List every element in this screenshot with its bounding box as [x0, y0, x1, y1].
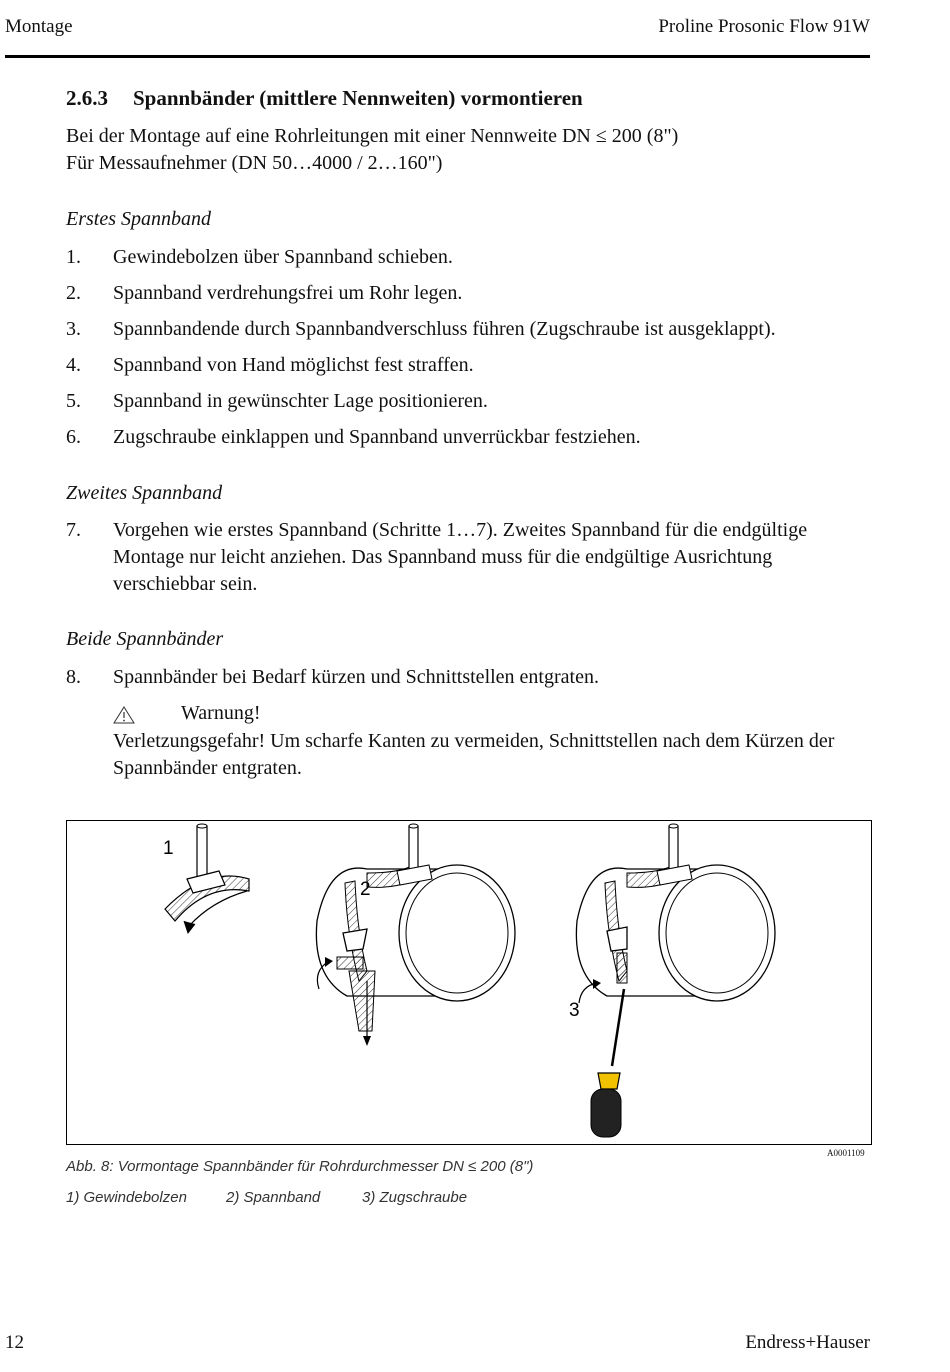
- figure-id: A0001109: [827, 1148, 865, 1158]
- header-product: Proline Prosonic Flow 91W: [658, 16, 870, 37]
- clamp-mounting-illustration: [67, 821, 873, 1146]
- step-number: 4.: [66, 354, 81, 376]
- step-number: 3.: [66, 318, 81, 340]
- step-text: Vorgehen wie erstes Spannband (Schritte 1…7). Zweites Spannband für die endgültige Montage nur leicht anziehen. Das Spannband muss für die endgültige Ausrichtung verschiebbar sein.: [113, 519, 808, 595]
- section-title: Spannbänder (mittlere Nennweiten) vormontieren: [133, 86, 583, 110]
- legend-item-bolt: 1) Gewindebolzen: [66, 1189, 187, 1206]
- step-number: 5.: [66, 390, 81, 412]
- intro-line-1: Bei der Montage auf eine Rohrleitungen mit einer Nennweite DN ≤ 200 (8"): [66, 125, 679, 147]
- step-text: Zugschraube einklappen und Spannband unverrückbar festziehen.: [113, 426, 641, 448]
- section-heading: [66, 86, 583, 111]
- legend-item-band: 2) Spannband: [226, 1189, 321, 1206]
- figure-label-2: 2: [360, 879, 371, 900]
- footer-brand: Endress+Hauser: [745, 1332, 870, 1353]
- page-number: 12: [5, 1332, 24, 1353]
- step-text: Spannband in gewünschter Lage positionieren.: [113, 390, 488, 412]
- step-number: 2.: [66, 282, 81, 304]
- step-number: 8.: [66, 666, 81, 688]
- warning-title: Warnung!: [181, 702, 261, 724]
- step-number: 7.: [66, 519, 81, 541]
- warning-triangle-icon: [113, 706, 135, 724]
- section-number: 2.6.3: [66, 86, 108, 110]
- step-text: Gewindebolzen über Spannband schieben.: [113, 246, 453, 268]
- step-number: 1.: [66, 246, 81, 268]
- legend-item-screw: 3) Zugschraube: [362, 1189, 468, 1206]
- figure-label-1: 1: [163, 838, 174, 859]
- header-rule: [5, 55, 870, 58]
- panel-1-bolt: [163, 824, 249, 933]
- panel-3-screwdriver: [569, 824, 775, 1137]
- subheading-first-band: Erstes Spannband: [66, 208, 211, 230]
- step-text: Spannband verdrehungsfrei um Rohr legen.: [113, 282, 463, 304]
- figure-caption: Abb. 8: Vormontage Spannbänder für Rohrdurchmesser DN ≤ 200 (8"): [66, 1158, 534, 1175]
- figure-legend: [66, 1189, 467, 1206]
- header-chapter: Montage: [5, 16, 73, 37]
- figure-label-3: 3: [569, 1000, 580, 1021]
- subheading-second-band: Zweites Spannband: [66, 482, 223, 504]
- warning-text: Verletzungsgefahr! Um scharfe Kanten zu vermeiden, Schnittstellen nach dem Kürzen der Spannbänder entgraten.: [113, 730, 835, 779]
- step-text: Spannbandende durch Spannbandverschluss führen (Zugschraube ist ausgeklappt).: [113, 318, 776, 340]
- panel-2-pipe: [316, 824, 515, 1046]
- figure-frame: [66, 820, 872, 1145]
- intro-line-2: Für Messaufnehmer (DN 50…4000 / 2…160"): [66, 152, 443, 174]
- subheading-both-bands: Beide Spannbänder: [66, 628, 224, 650]
- step-text: Spannband von Hand möglichst fest straffen.: [113, 354, 474, 376]
- step-number: 6.: [66, 426, 81, 448]
- step-text: Spannbänder bei Bedarf kürzen und Schnittstellen entgraten.: [113, 666, 599, 688]
